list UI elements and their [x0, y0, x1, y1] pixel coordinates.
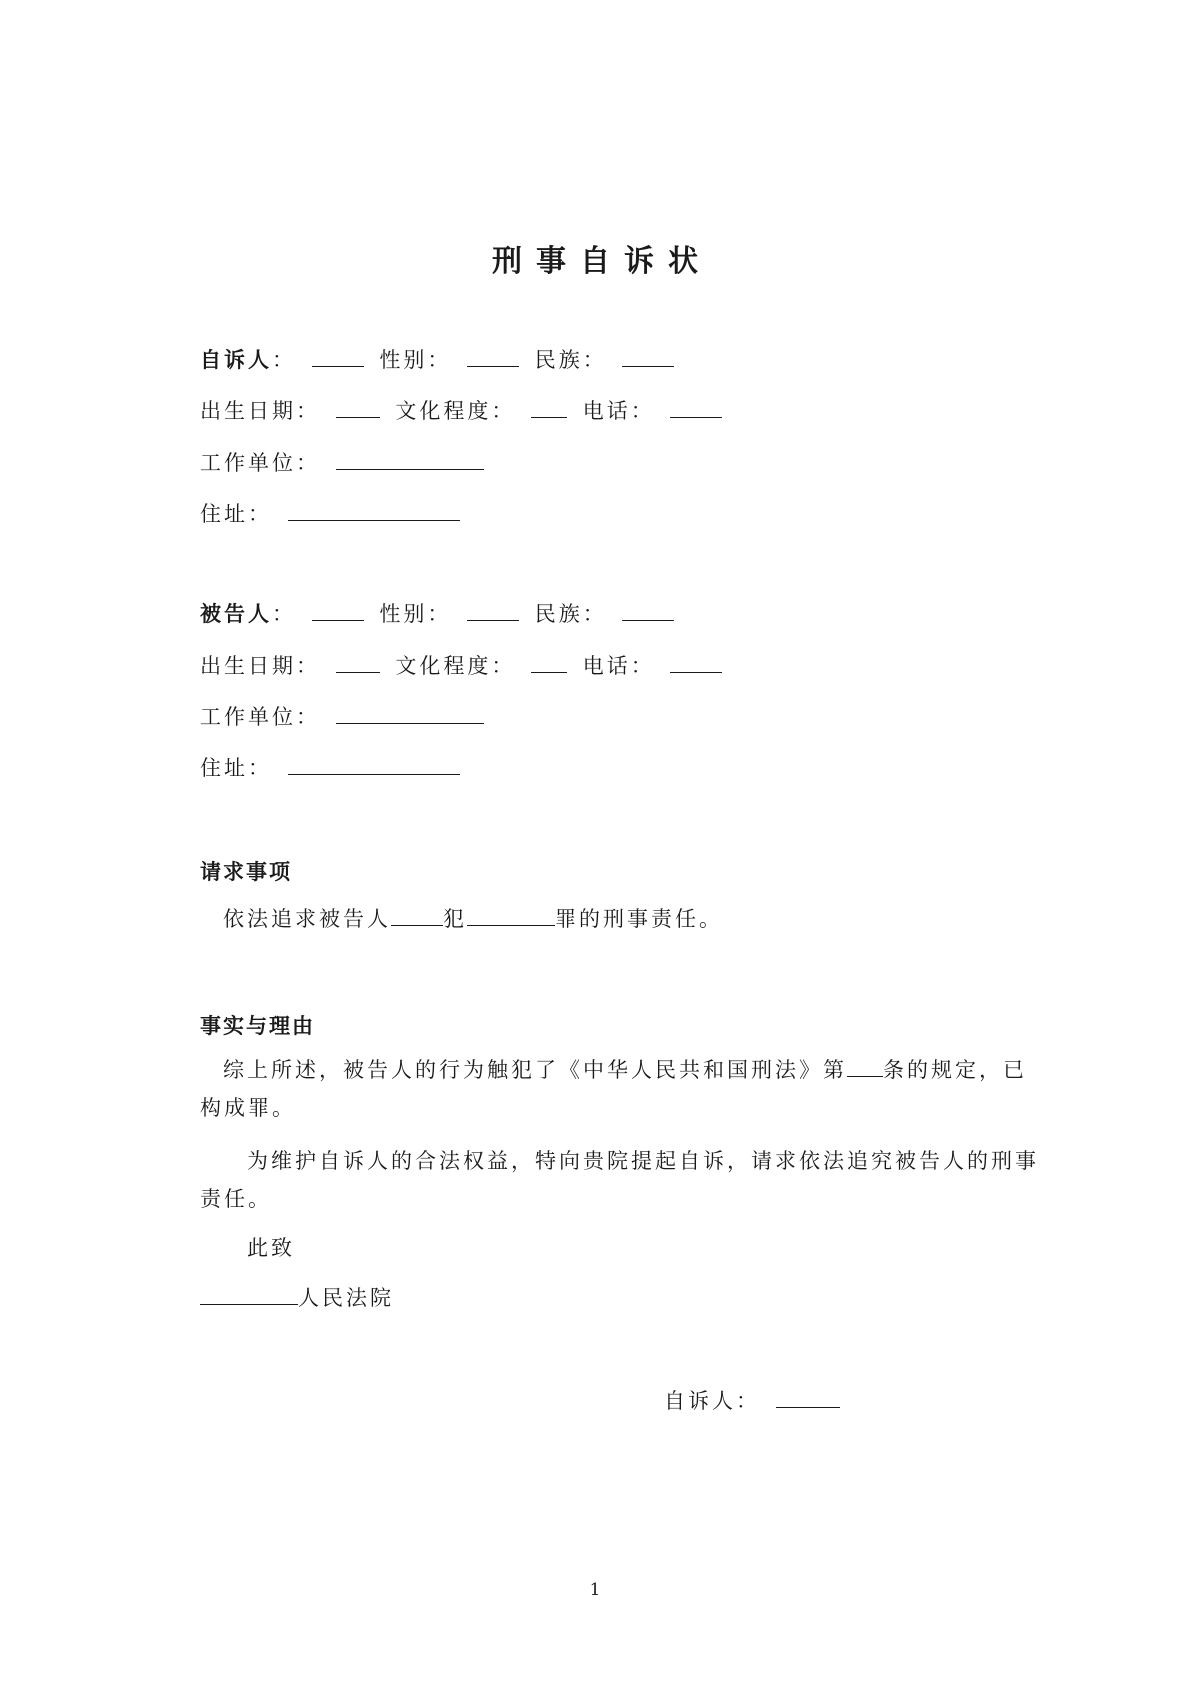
defendant-line-3 [200, 703, 490, 731]
defendant-role-label: 被告人 [200, 601, 272, 626]
claims-heading: 请求事项 [200, 859, 292, 884]
plaintiff-education-label: 文化程度： [395, 399, 516, 423]
defendant-line-4 [200, 754, 466, 782]
document-title: 刑事自诉状 [492, 244, 712, 279]
defendant-education-blank[interactable] [531, 652, 567, 673]
defendant-address-blank[interactable] [288, 754, 460, 775]
plaintiff-address-label: 住址： [200, 502, 272, 526]
facts-heading: 事实与理由 [200, 1013, 315, 1038]
defendant-name-blank[interactable] [312, 600, 364, 621]
facts-para1-b: 条的规定，已构成罪。 [200, 1058, 1027, 1120]
defendant-workplace-label: 工作单位： [200, 705, 320, 729]
defendant-phone-label: 电话： [582, 654, 655, 678]
plaintiff-colon: ： [272, 348, 296, 372]
facts-article-blank[interactable] [847, 1056, 883, 1077]
defendant-ethnicity-label: 民族： [534, 602, 607, 626]
court-suffix: 人民法院 [298, 1286, 394, 1310]
plaintiff-line-4 [200, 500, 466, 528]
salutation: 此致 [247, 1236, 295, 1260]
plaintiff-phone-label: 电话： [582, 399, 655, 423]
plaintiff-line-3 [200, 449, 490, 477]
defendant-gender-label: 性别： [379, 602, 452, 626]
plaintiff-education-blank[interactable] [531, 397, 567, 418]
signature-label: 自诉人： [664, 1389, 760, 1413]
defendant-phone-blank[interactable] [670, 652, 722, 673]
defendant-line-1 [200, 600, 680, 628]
defendant-birth-blank[interactable] [336, 652, 380, 673]
facts-paragraph-1 [200, 1051, 1050, 1127]
court-line [200, 1284, 394, 1312]
claims-defendant-blank[interactable] [391, 905, 443, 926]
plaintiff-gender-label: 性别： [379, 348, 452, 372]
plaintiff-address-blank[interactable] [288, 500, 460, 521]
signature-line [664, 1387, 846, 1415]
defendant-ethnicity-blank[interactable] [622, 600, 674, 621]
defendant-education-label: 文化程度： [395, 654, 516, 678]
plaintiff-name-blank[interactable] [312, 346, 364, 367]
defendant-address-label: 住址： [200, 756, 272, 780]
plaintiff-line-2 [200, 397, 728, 425]
facts-para1-a: 综上所述，被告人的行为触犯了《中华人民共和国刑法》第 [223, 1058, 847, 1082]
plaintiff-workplace-label: 工作单位： [200, 451, 320, 475]
plaintiff-role-label: 自诉人 [200, 347, 272, 372]
plaintiff-line-1 [200, 346, 680, 374]
plaintiff-gender-blank[interactable] [467, 346, 519, 367]
claims-text-3: 罪的刑事责任。 [555, 907, 723, 931]
page-number: 1 [589, 1580, 601, 1600]
defendant-gender-blank[interactable] [467, 600, 519, 621]
signature-blank[interactable] [776, 1387, 840, 1408]
defendant-line-2 [200, 652, 728, 680]
claims-line [223, 905, 723, 933]
facts-paragraph-2: 为维护自诉人的合法权益，特向贵院提起自诉，请求依法追究被告人的刑事责任。 [200, 1149, 1039, 1211]
court-name-blank[interactable] [200, 1284, 298, 1305]
plaintiff-birth-blank[interactable] [336, 397, 380, 418]
defendant-colon: ： [272, 602, 296, 626]
defendant-birth-label: 出生日期： [200, 654, 320, 678]
plaintiff-ethnicity-blank[interactable] [622, 346, 674, 367]
plaintiff-birth-label: 出生日期： [200, 399, 320, 423]
claims-text-1: 依法追求被告人 [223, 907, 391, 931]
defendant-workplace-blank[interactable] [336, 703, 484, 724]
claims-text-2: 犯 [443, 907, 467, 931]
plaintiff-ethnicity-label: 民族： [534, 348, 607, 372]
plaintiff-phone-blank[interactable] [670, 397, 722, 418]
plaintiff-workplace-blank[interactable] [336, 449, 484, 470]
claims-crime-blank[interactable] [467, 905, 555, 926]
